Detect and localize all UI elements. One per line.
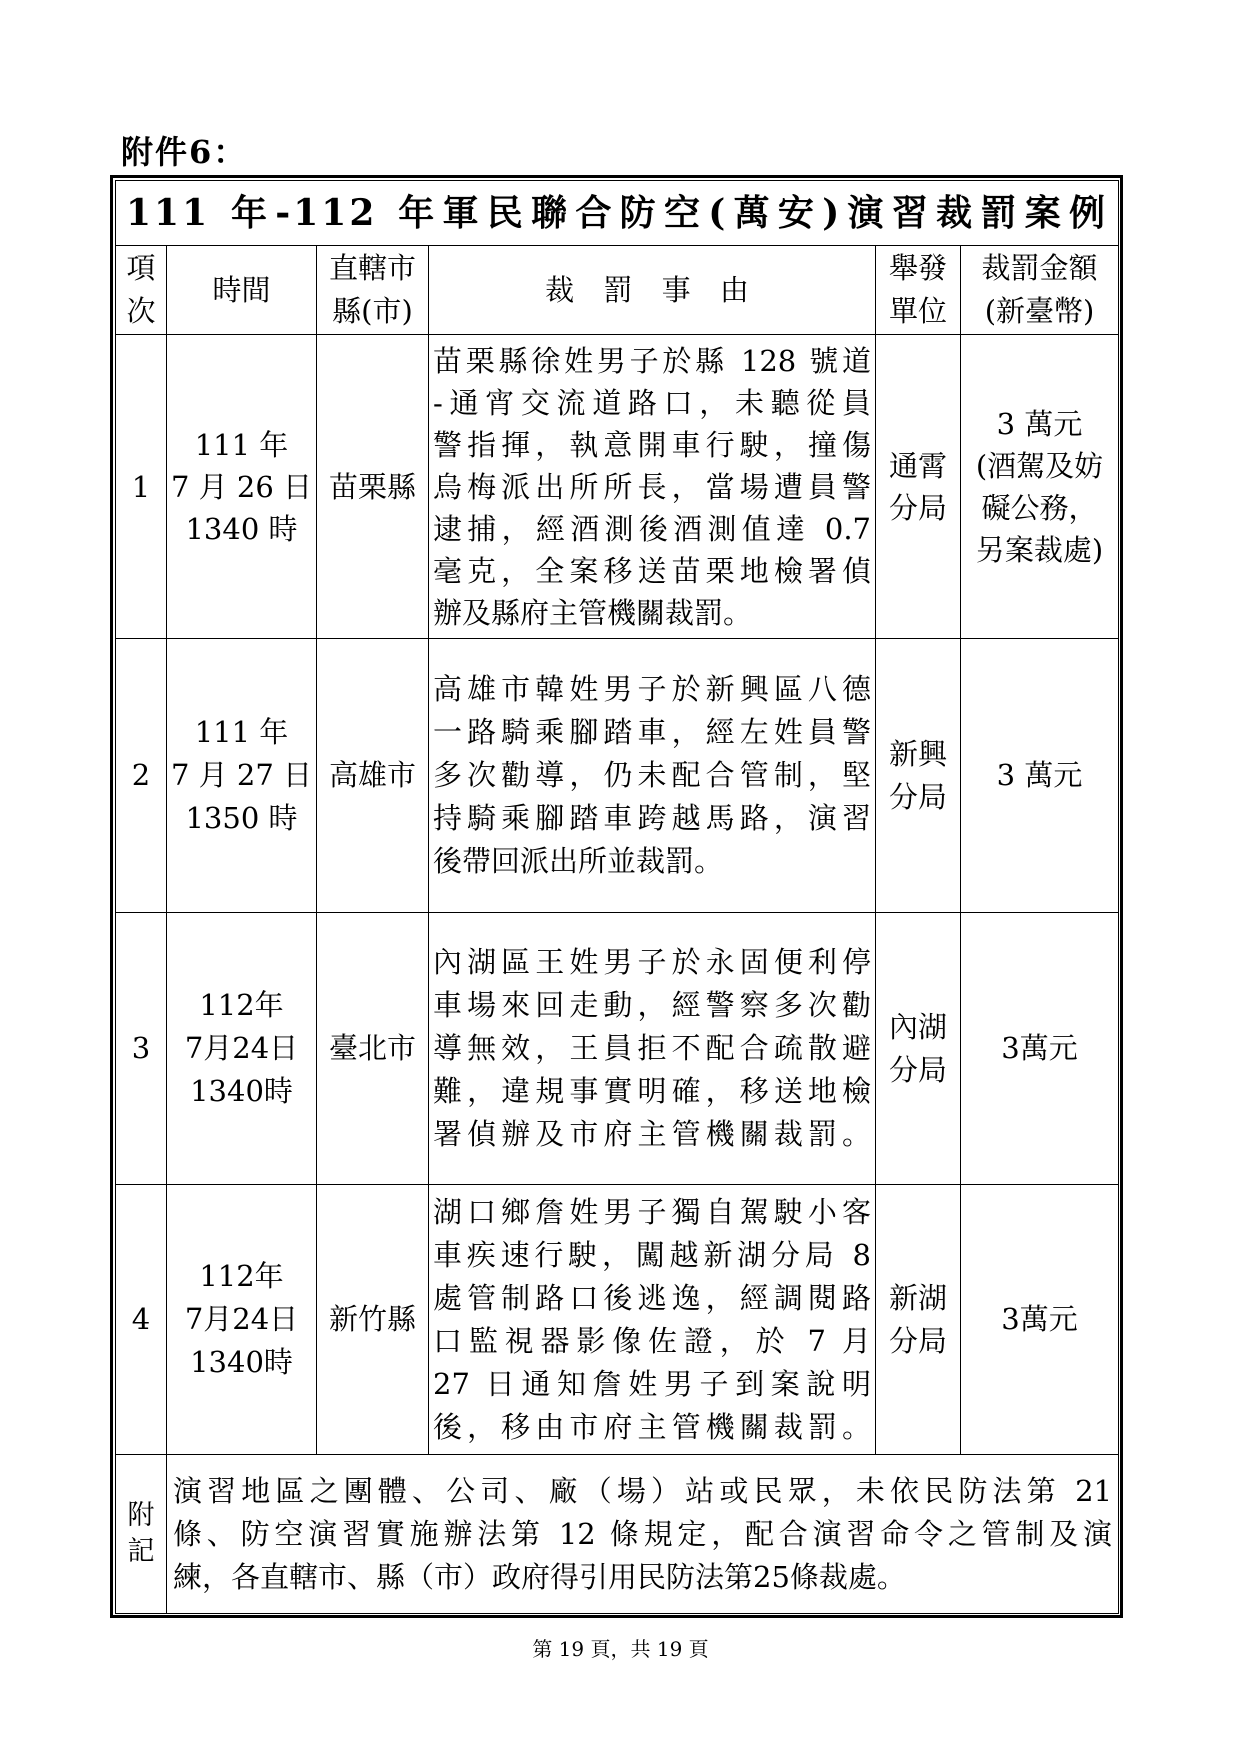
row-city-cell — [317, 335, 429, 639]
header-city-line: 縣(市) — [332, 294, 413, 328]
row-reason-cell — [429, 335, 876, 639]
row-unit-cell — [876, 639, 961, 913]
header-no — [116, 246, 167, 335]
penalty-table-frame — [110, 175, 1123, 1618]
row-time-line: 7月24日 — [184, 1031, 299, 1065]
table-row — [116, 639, 1119, 913]
row-no: 4 — [131, 1302, 151, 1336]
remarks-label-cell — [116, 1455, 167, 1614]
row-amount-line: 3 萬元 — [996, 406, 1083, 441]
row-time-line: 1350 時 — [185, 801, 298, 835]
row-reason-line: 內湖區王姓男子於永固便利停 — [433, 945, 871, 979]
remarks-line: 練，各直轄市、縣（市）政府得引用民防法第25條裁處。 — [173, 1559, 906, 1594]
row-reason-line: 苗栗縣徐姓男子於縣 128 號道 — [433, 343, 871, 378]
row-time-line: 111 年 — [194, 427, 289, 462]
remarks-line: 演習地區之團體、公司、廠（場）站或民眾，未依民防法第 21 — [173, 1473, 1113, 1508]
row-unit-cell — [876, 1185, 961, 1455]
row-city-cell — [317, 639, 429, 913]
title-row — [116, 181, 1119, 246]
header-reason — [429, 246, 876, 335]
page-footer: 第 19 頁，共 19 頁 — [532, 1637, 709, 1661]
row-city: 苗栗縣 — [328, 469, 416, 504]
row-city-cell — [317, 913, 429, 1185]
row-unit-line: 分局 — [888, 490, 947, 525]
row-reason-cell — [429, 913, 876, 1185]
row-no: 3 — [131, 1031, 151, 1065]
row-unit-line: 通霄 — [888, 448, 947, 483]
row-no-cell — [116, 639, 167, 913]
header-city-line: 直轄市 — [328, 251, 416, 285]
row-reason-line: 車場來回走動，經警察多次勸 — [433, 988, 871, 1022]
row-no-cell — [116, 335, 167, 639]
row-time-line: 1340時 — [190, 1345, 293, 1379]
row-time-line: 1340 時 — [185, 511, 298, 546]
header-unit-line: 單位 — [888, 294, 947, 328]
row-reason-cell — [429, 1185, 876, 1455]
row-time-line: 7 月 26 日 — [171, 469, 313, 504]
row-amount-cell — [961, 335, 1119, 639]
title-cell — [116, 181, 1119, 246]
row-reason-line: -通宵交流道路口，未聽從員 — [433, 385, 871, 420]
row-unit-line: 新湖 — [888, 1280, 947, 1315]
row-time-cell — [167, 335, 317, 639]
row-reason-line: 難，違規事實明確，移送地檢 — [433, 1074, 871, 1108]
row-time-cell — [167, 913, 317, 1185]
remarks-label-line: 記 — [127, 1536, 155, 1567]
row-no-cell — [116, 1185, 167, 1455]
header-time — [167, 246, 317, 335]
row-reason-line: 後帶回派出所並裁罰。 — [433, 844, 724, 878]
row-amount-line: (酒駕及妨 — [975, 448, 1104, 483]
row-reason-line: 持騎乘腳踏車跨越馬路，演習 — [433, 801, 871, 835]
header-time-label: 時間 — [212, 272, 271, 307]
header-unit-line: 舉發 — [888, 251, 947, 285]
row-no: 1 — [131, 469, 151, 504]
remarks-line: 條、防空演習實施辦法第 12 條規定，配合演習命令之管制及演 — [173, 1516, 1113, 1551]
row-reason-line: 27 日通知詹姓男子到案說明 — [433, 1366, 871, 1401]
row-city: 臺北市 — [328, 1031, 416, 1065]
row-time-line: 112年 — [199, 988, 284, 1022]
row-time-line: 111 年 — [194, 715, 289, 749]
row-unit-line: 內湖 — [888, 1009, 947, 1044]
row-amount-cell — [961, 639, 1119, 913]
row-time-line: 112年 — [199, 1259, 284, 1293]
row-reason-line: 一路騎乘腳踏車，經左姓員警 — [433, 715, 871, 749]
row-time-line: 7月24日 — [184, 1302, 299, 1336]
row-city: 新竹縣 — [328, 1302, 416, 1336]
row-amount-line: 礙公務， — [981, 490, 1098, 525]
header-no-line: 項 — [126, 251, 156, 285]
row-reason-line: 烏梅派出所所長，當場遭員警 — [433, 469, 871, 504]
remarks-row — [116, 1455, 1119, 1614]
row-reason-line: 逮捕，經酒測後酒測值達 0.7 — [433, 511, 871, 546]
row-reason-cell — [429, 639, 876, 913]
row-unit-line: 分局 — [888, 779, 947, 814]
header-unit — [876, 246, 961, 335]
header-reason-label: 裁 罰 事 由 — [545, 272, 759, 307]
penalty-cases-table — [115, 180, 1119, 1614]
row-reason-line: 辦及縣府主管機關裁罰。 — [433, 595, 753, 630]
row-time-line: 1340時 — [190, 1074, 293, 1108]
header-no-line: 次 — [126, 294, 156, 328]
table-row — [116, 335, 1119, 639]
row-reason-line: 高雄市韓姓男子於新興區八德 — [433, 672, 871, 706]
remarks-content-cell — [167, 1455, 1119, 1614]
remarks-label-line: 附 — [127, 1500, 155, 1531]
table-row — [116, 1185, 1119, 1455]
row-amount-line: 3萬元 — [1001, 1031, 1078, 1065]
row-reason-line: 導無效，王員拒不配合疏散避 — [433, 1031, 871, 1065]
row-reason-line: 湖口鄉詹姓男子獨自駕駛小客 — [433, 1194, 871, 1229]
row-unit-line: 分局 — [888, 1052, 947, 1087]
row-time-line: 7 月 27 日 — [171, 758, 313, 792]
row-city: 高雄市 — [328, 758, 416, 792]
row-reason-line: 署偵辦及市府主管機關裁罰。 — [433, 1117, 871, 1151]
row-reason-line: 口監視器影像佐證，於 7 月 — [433, 1323, 871, 1358]
row-city-cell — [317, 1185, 429, 1455]
row-reason-line: 後，移由市府主管機關裁罰。 — [433, 1409, 871, 1444]
row-unit-cell — [876, 913, 961, 1185]
row-amount-cell — [961, 1185, 1119, 1455]
row-amount-line: 另案裁處) — [975, 532, 1104, 567]
row-no-cell — [116, 913, 167, 1185]
row-amount-line: 3萬元 — [1001, 1302, 1078, 1336]
row-unit-line: 分局 — [888, 1323, 947, 1358]
row-time-cell — [167, 1185, 317, 1455]
table-title: 111 年-112 年軍民聯合防空(萬安)演習裁罰案例 — [126, 191, 1109, 234]
row-unit-line: 新興 — [888, 736, 947, 771]
header-amount-line: 裁罰金額 — [981, 251, 1098, 285]
header-amount-line: (新臺幣) — [984, 294, 1095, 328]
row-time-cell — [167, 639, 317, 913]
row-reason-line: 警指揮，執意開車行駛，撞傷 — [433, 427, 871, 462]
row-unit-cell — [876, 335, 961, 639]
header-amount — [961, 246, 1119, 335]
row-no: 2 — [131, 758, 151, 792]
table-row — [116, 913, 1119, 1185]
row-reason-line: 毫克，全案移送苗栗地檢署偵 — [433, 553, 871, 588]
row-reason-line: 多次勸導，仍未配合管制，堅 — [433, 758, 871, 792]
row-reason-line: 車疾速行駛，闖越新湖分局 8 — [433, 1237, 871, 1272]
row-amount-cell — [961, 913, 1119, 1185]
row-amount-line: 3 萬元 — [996, 758, 1083, 792]
header-city — [317, 246, 429, 335]
attachment-label: 附件6： — [121, 133, 248, 171]
row-reason-line: 處管制路口後逃逸，經調閱路 — [433, 1280, 871, 1315]
header-row — [116, 246, 1119, 335]
